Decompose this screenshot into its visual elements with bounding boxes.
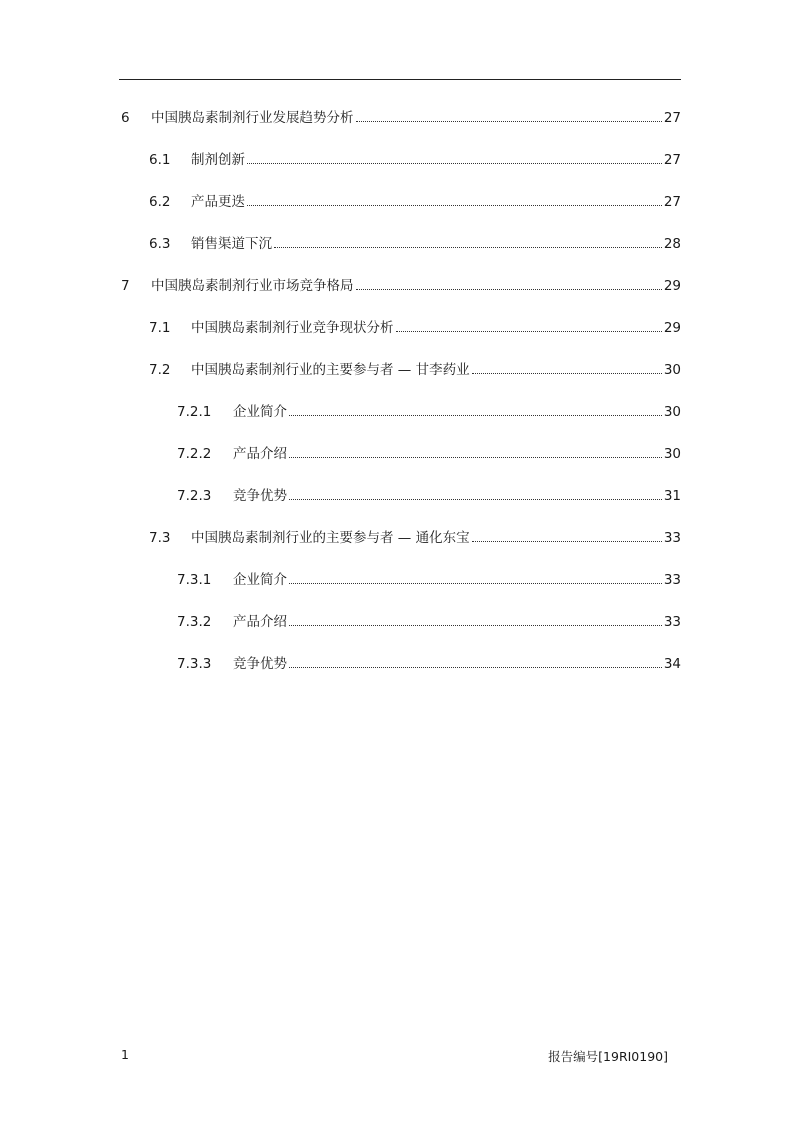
toc-entry[interactable] bbox=[119, 646, 681, 688]
toc-entry[interactable] bbox=[119, 562, 681, 604]
toc-leader bbox=[289, 625, 662, 626]
toc-title: 企业简介 bbox=[233, 404, 287, 420]
toc-page: 27 bbox=[663, 194, 681, 210]
toc-number: 6.1 bbox=[149, 152, 171, 168]
toc-leader bbox=[289, 415, 662, 416]
toc-title: 产品介绍 bbox=[233, 614, 287, 630]
toc-page: 28 bbox=[663, 236, 681, 252]
toc-page: 33 bbox=[663, 614, 681, 630]
toc-title: 销售渠道下沉 bbox=[191, 236, 272, 252]
footer-report-id: 报告编号[19RI0190] bbox=[548, 1049, 668, 1064]
toc-entry[interactable] bbox=[119, 352, 681, 394]
toc-title: 产品更迭 bbox=[191, 194, 245, 210]
toc-entry[interactable] bbox=[119, 268, 681, 310]
toc-title: 制剂创新 bbox=[191, 152, 245, 168]
toc-title: 产品介绍 bbox=[233, 446, 287, 462]
toc-page: 33 bbox=[663, 572, 681, 588]
toc-leader bbox=[472, 373, 662, 374]
toc-entry[interactable] bbox=[119, 478, 681, 520]
toc-leader bbox=[356, 121, 662, 122]
toc-entry[interactable] bbox=[119, 100, 681, 142]
toc-number: 7.3.2 bbox=[177, 614, 212, 630]
footer-page-number: 1 bbox=[121, 1047, 129, 1062]
toc-entry[interactable] bbox=[119, 184, 681, 226]
toc-number: 7.3 bbox=[149, 530, 171, 546]
toc-number: 7.2 bbox=[149, 362, 171, 378]
toc-title: 中国胰岛素制剂行业市场竞争格局 bbox=[151, 278, 354, 294]
toc-leader bbox=[396, 331, 662, 332]
toc-leader bbox=[247, 205, 662, 206]
toc-page: 27 bbox=[663, 110, 681, 126]
toc-entry[interactable] bbox=[119, 436, 681, 478]
toc-leader bbox=[472, 541, 662, 542]
toc-leader bbox=[247, 163, 662, 164]
toc-number: 7.1 bbox=[149, 320, 171, 336]
toc-leader bbox=[289, 457, 662, 458]
toc-number: 6.3 bbox=[149, 236, 171, 252]
toc-title: 中国胰岛素制剂行业竞争现状分析 bbox=[191, 320, 394, 336]
toc-page: 30 bbox=[663, 362, 681, 378]
toc-page: 33 bbox=[663, 530, 681, 546]
toc-number: 7.3.1 bbox=[177, 572, 212, 588]
toc-number: 7.2.3 bbox=[177, 488, 212, 504]
toc-page: 34 bbox=[663, 656, 681, 672]
toc-page: 29 bbox=[663, 278, 681, 294]
toc-number: 7.3.3 bbox=[177, 656, 212, 672]
table-of-contents bbox=[119, 100, 681, 688]
toc-number: 7 bbox=[121, 278, 130, 294]
toc-number: 6 bbox=[121, 110, 130, 126]
toc-entry[interactable] bbox=[119, 226, 681, 268]
toc-leader bbox=[289, 499, 662, 500]
toc-number: 7.2.1 bbox=[177, 404, 212, 420]
toc-page: 30 bbox=[663, 404, 681, 420]
toc-page: 31 bbox=[663, 488, 681, 504]
toc-number: 6.2 bbox=[149, 194, 171, 210]
toc-leader bbox=[274, 247, 662, 248]
header-rule bbox=[119, 79, 681, 80]
toc-title: 企业简介 bbox=[233, 572, 287, 588]
toc-entry[interactable] bbox=[119, 142, 681, 184]
toc-title: 中国胰岛素制剂行业的主要参与者 — 通化东宝 bbox=[191, 530, 470, 546]
toc-page: 27 bbox=[663, 152, 681, 168]
toc-entry[interactable] bbox=[119, 604, 681, 646]
toc-number: 7.2.2 bbox=[177, 446, 212, 462]
toc-entry[interactable] bbox=[119, 520, 681, 562]
toc-leader bbox=[289, 667, 662, 668]
toc-leader bbox=[356, 289, 662, 290]
toc-page: 29 bbox=[663, 320, 681, 336]
toc-leader bbox=[289, 583, 662, 584]
toc-title: 竞争优势 bbox=[233, 488, 287, 504]
toc-page: 30 bbox=[663, 446, 681, 462]
toc-title: 竞争优势 bbox=[233, 656, 287, 672]
toc-entry[interactable] bbox=[119, 394, 681, 436]
toc-entry[interactable] bbox=[119, 310, 681, 352]
toc-title: 中国胰岛素制剂行业的主要参与者 — 甘李药业 bbox=[191, 362, 470, 378]
toc-title: 中国胰岛素制剂行业发展趋势分析 bbox=[151, 110, 354, 126]
